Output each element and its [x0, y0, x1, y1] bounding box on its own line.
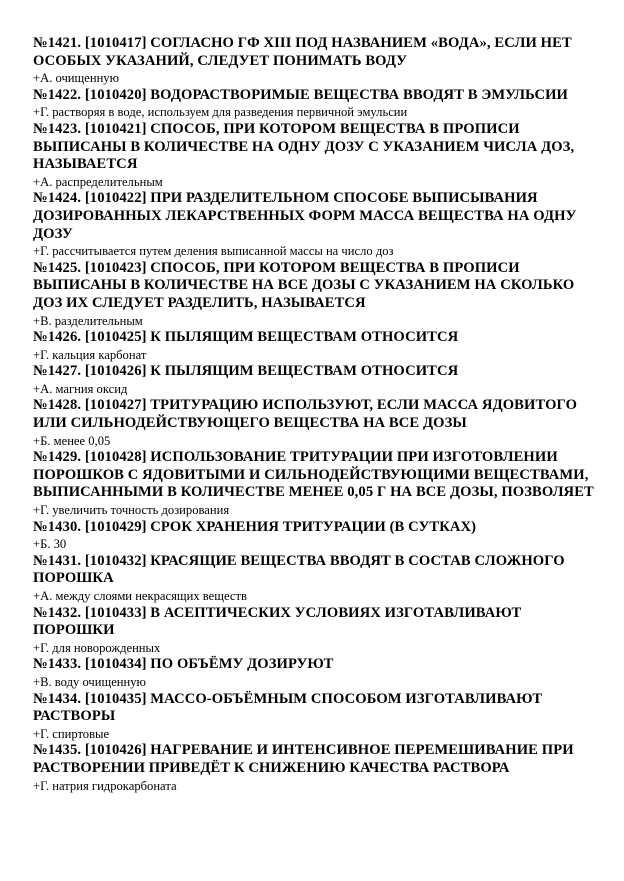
- answer-text: +Г. растворяя в воде, используем для разведения первичной эмульсии: [33, 105, 408, 120]
- answer-text: +А. между слоями некрасящих веществ: [33, 589, 247, 603]
- question-item: [33, 553, 595, 605]
- question-item: [33, 87, 595, 121]
- question-item: [33, 742, 595, 794]
- question-text: №1422. [1010420] ВОДОРАСТВОРИМЫЕ ВЕЩЕСТВА ВВОДЯТ В ЭМУЛЬСИИ: [33, 86, 569, 103]
- question-item: [33, 329, 595, 363]
- question-item: [33, 397, 595, 449]
- question-text: №1429. [1010428] ИСПОЛЬЗОВАНИЕ ТРИТУРАЦИИ ПРИ ИЗГОТОВЛЕНИИ ПОРОШКОВ С ЯДОВИТЫМИ И СИЛЬНОДЕЙСТВУЮЩИМИ ВЕЩЕСТВАМИ, ВЫПИСАННЫМИ В КОЛИЧЕСТВЕ МЕНЕЕ 0,05 Г НА ВСЕ ДОЗЫ, ПОЗВОЛЯЕТ: [33, 449, 594, 501]
- question-item: [33, 605, 595, 657]
- answer-text: +А. очищенную: [33, 71, 120, 86]
- answer-text: +Г. натрия гидрокарбоната: [33, 778, 177, 793]
- question-item: [33, 519, 595, 553]
- question-text: №1421. [1010417] СОГЛАСНО ГФ XIII ПОД НАЗВАНИЕМ «ВОДА», ЕСЛИ НЕТ ОСОБЫХ УКАЗАНИЙ, СЛЕДУЕТ ПОНИМАТЬ ВОДУ: [33, 35, 572, 69]
- answer-text: +Г. для новорожденных: [33, 640, 161, 655]
- answer-text: +Г. рассчитывается путем деления выписанной массы на число доз: [33, 244, 394, 259]
- answer-text: +В. воду очищенную: [33, 674, 146, 689]
- question-item: [33, 363, 595, 397]
- answer-text: +А. распределительным: [33, 174, 163, 189]
- question-item: [33, 190, 595, 259]
- question-item: [33, 691, 595, 743]
- answer-text: +Б. 30: [33, 537, 67, 552]
- question-text: №1426. [1010425] К ПЫЛЯЩИМ ВЕЩЕСТВАМ ОТНОСИТСЯ: [33, 329, 459, 346]
- question-item: [33, 449, 595, 518]
- question-text: №1423. [1010421] СПОСОБ, ПРИ КОТОРОМ ВЕЩЕСТВА В ПРОПИСИ ВЫПИСАНЫ В КОЛИЧЕСТВЕ НА ОДНУ ДОЗУ С УКАЗАНИЕМ ЧИСЛА ДОЗ, НАЗЫВАЕТСЯ: [33, 120, 575, 173]
- question-text: №1430. [1010429] СРОК ХРАНЕНИЯ ТРИТУРАЦИИ (В СУТКАХ): [33, 518, 477, 535]
- question-item: [33, 260, 595, 329]
- question-text: №1434. [1010435] МАССО-ОБЪЁМНЫМ СПОСОБОМ ИЗГОТАВЛИВАЮТ РАСТВОРЫ: [33, 690, 543, 725]
- answer-text: +Г. кальция карбонат: [33, 347, 147, 362]
- question-text: №1432. [1010433] В АСЕПТИЧЕСКИХ УСЛОВИЯХ ИЗГОТАВЛИВАЮТ ПОРОШКИ: [33, 604, 522, 639]
- question-list: [33, 35, 595, 794]
- question-text: №1427. [1010426] К ПЫЛЯЩИМ ВЕЩЕСТВАМ ОТНОСИТСЯ: [33, 363, 459, 380]
- question-text: №1425. [1010423] СПОСОБ, ПРИ КОТОРОМ ВЕЩЕСТВА В ПРОПИСИ ВЫПИСАНЫ В КОЛИЧЕСТВЕ НА ВСЕ ДОЗЫ С УКАЗАНИЕМ НА СКОЛЬКО ДОЗ ИХ СЛЕДУЕТ РАЗДЕЛИТЬ, НАЗЫВАЕТСЯ: [33, 259, 575, 311]
- question-text: №1424. [1010422] ПРИ РАЗДЕЛИТЕЛЬНОМ СПОСОБЕ ВЫПИСЫВАНИЯ ДОЗИРОВАННЫХ ЛЕКАРСТВЕННЫХ ФОРМ МАССА ВЕЩЕСТВА НА ОДНУ ДОЗУ: [33, 190, 577, 242]
- answer-text: +Г. увеличить точность дозирования: [33, 503, 230, 518]
- question-text: №1435. [1010426] НАГРЕВАНИЕ И ИНТЕНСИВНОЕ ПЕРЕМЕШИВАНИЕ ПРИ РАСТВОРЕНИИ ПРИВЕДЁТ К СНИЖЕНИЮ КАЧЕСТВА РАСТВОРА: [33, 742, 574, 776]
- answer-text: +Б. менее 0,05: [33, 433, 111, 448]
- question-text: №1428. [1010427] ТРИТУРАЦИЮ ИСПОЛЬЗУЮТ, ЕСЛИ МАССА ЯДОВИТОГО ИЛИ СИЛЬНОДЕЙСТВУЮЩЕГО ВЕЩЕСТВА НА ВСЕ ДОЗЫ: [33, 397, 578, 432]
- answer-text: +А. магния оксид: [33, 381, 128, 396]
- question-text: №1433. [1010434] ПО ОБЪЁМУ ДОЗИРУЮТ: [33, 656, 334, 673]
- question-item: [33, 35, 595, 87]
- answer-text: +В. разделительным: [33, 313, 143, 328]
- question-text: №1431. [1010432] КРАСЯЩИЕ ВЕЩЕСТВА ВВОДЯТ В СОСТАВ СЛОЖНОГО ПОРОШКА: [33, 552, 565, 587]
- question-item: [33, 121, 595, 190]
- answer-text: +Г. спиртовые: [33, 726, 110, 741]
- question-item: [33, 656, 595, 690]
